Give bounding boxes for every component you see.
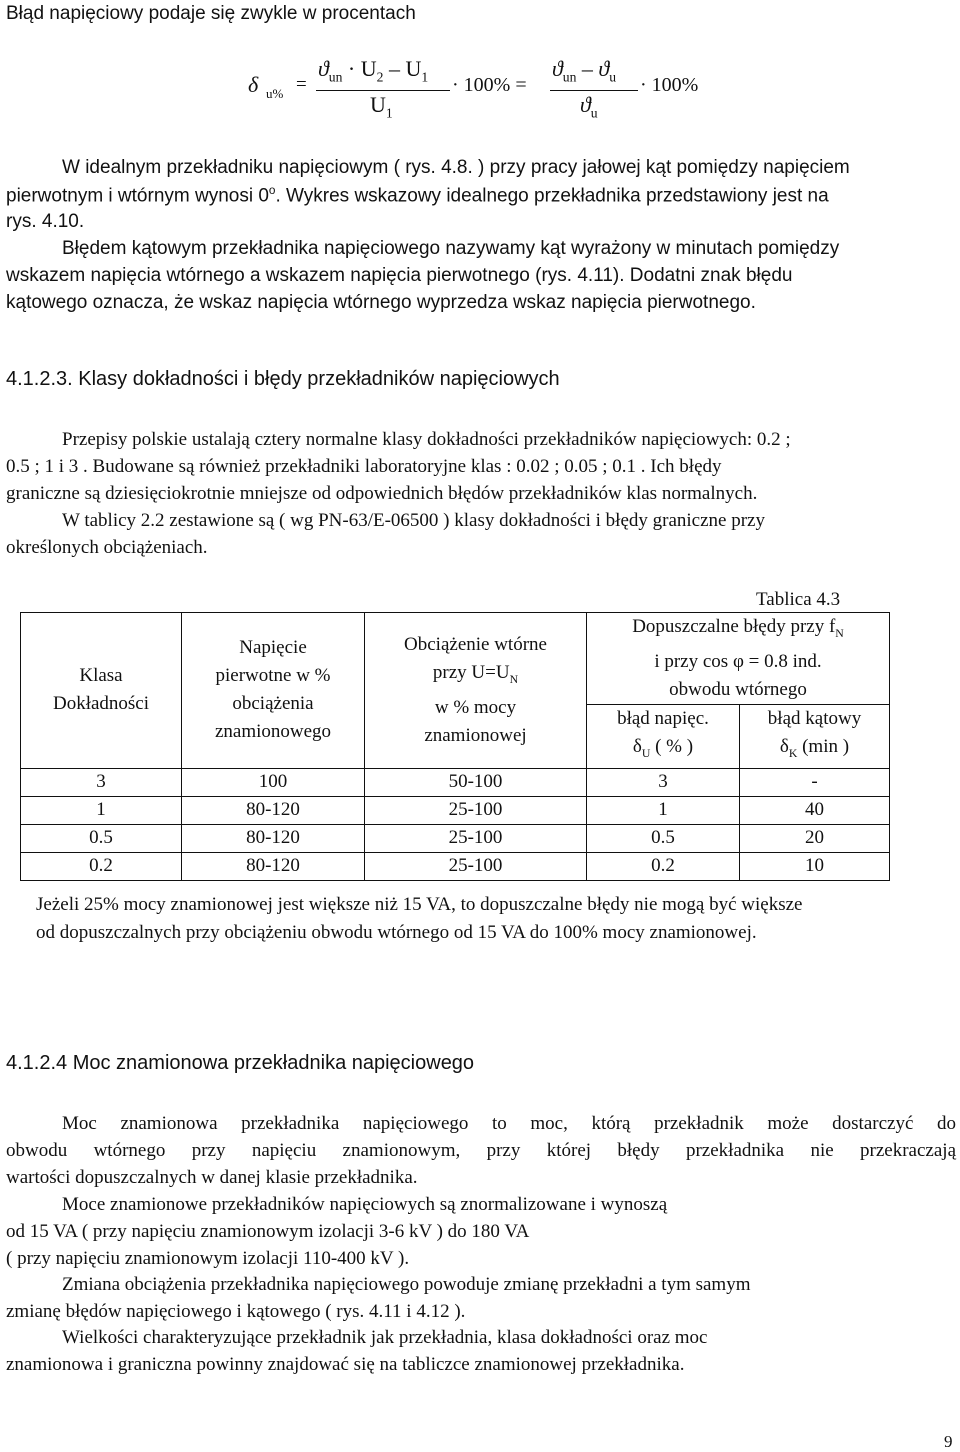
para2-line1: Błędem kątowym przekładnika napięciowego nazywamy kąt wyrażony w minutach pomiędzy: [62, 238, 840, 259]
cell-angle-error: 40: [740, 796, 890, 824]
header-permissible-errors: Dopuszczalne błędy przy $f_N$ i przy cos φ = 0.8 ind. obwodu wtórnego: [587, 613, 890, 705]
formula-f1-den: $U_1$: [370, 92, 393, 121]
para6-line1: Zmiana obciążenia przekładnika napięciowego powoduje zmianę przekładni a tym samym: [62, 1274, 751, 1295]
header-class: Klasa Dokładności: [21, 613, 182, 769]
formula-f2-bar: [550, 90, 638, 91]
cell-class: 3: [21, 768, 182, 796]
header-primary-voltage: Napięcie pierwotne w % obciążenia znamionowego: [182, 613, 365, 769]
section-heading-rated-power: 4.1.2.4 Moc znamionowa przekładnika napięciowego: [6, 1052, 475, 1074]
formula-lhs-sub: u%: [266, 86, 284, 101]
para3-line1: Przepisy polskie ustalają cztery normalne klasy dokładności przekładników napięciowych: 0.2 ;: [62, 429, 791, 450]
formula-f2-num: $ϑ_{un} - ϑ_u$: [552, 56, 617, 85]
note-line2: od dopuszczalnych przy obciążeniu obwodu wtórnego od 15 VA do 100% mocy znamionowej.: [36, 922, 757, 943]
cell-voltage-error: 0.2: [587, 852, 740, 880]
table-header-row: [21, 613, 890, 705]
table-row: [21, 852, 890, 880]
para1-line1: W idealnym przekładniku napięciowym ( rys. 4.8. ) przy pracy jałowej kąt pomiędzy napięciem: [62, 157, 850, 178]
cell-voltage-error: 0.5: [587, 824, 740, 852]
para3-line5: określonych obciążeniach.: [6, 537, 208, 558]
cell-primary-voltage: 80-120: [182, 796, 365, 824]
table-row: [21, 796, 890, 824]
cell-primary-voltage: 80-120: [182, 852, 365, 880]
para7-line1: Wielkości charakteryzujące przekładnik jak przekładnia, klasa dokładności oraz moc: [62, 1327, 708, 1348]
cell-secondary-load: 25-100: [365, 796, 587, 824]
para4-line1: Moc znamionowa przekładnika napięciowego to moc, którą przekładnik może dostarczyć do: [62, 1113, 956, 1134]
cell-secondary-load: 25-100: [365, 852, 587, 880]
formula-f1-num: $ϑ_{un} \cdot U_2 - U_1$: [318, 56, 429, 85]
table-caption: Tablica 4.3: [756, 589, 841, 610]
table-row: [21, 824, 890, 852]
intro-text: Błąd napięciowy podaje się zwykle w procentach: [6, 3, 416, 24]
para5-line2: od 15 VA ( przy napięciu znamionowym izolacji 3-6 kV ) do 180 VA: [6, 1221, 530, 1242]
formula-times-100-b: · 100%: [640, 74, 699, 96]
cell-class: 1: [21, 796, 182, 824]
header-voltage-error: błąd napięc. $\delta_U$ ( % ): [587, 704, 740, 768]
cell-angle-error: 10: [740, 852, 890, 880]
para3-line2: 0.5 ; 1 i 3 . Budowane są również przekładniki laboratoryjne klas : 0.02 ; 0.05 ; 0.1 . Ich błędy: [6, 456, 722, 477]
para7-line2: znamionowa i graniczna powinny znajdować się na tabliczce znamionowej przekładnika.: [6, 1354, 685, 1375]
para2-line3: kątowego oznacza, że wskaz napięcia wtórnego wyprzedza wskaz napięcia pierwotnego.: [6, 292, 756, 313]
para3-line3: graniczne są dziesięciokrotnie mniejsze od odpowiednich błędów przekładników klas normalnych.: [6, 483, 758, 504]
para3-line4: W tablicy 2.2 zestawione są ( wg PN-63/E-06500 ) klasy dokładności i błędy graniczne przy: [62, 510, 765, 531]
para4-line3: wartości dopuszczalnych w danej klasie przekładnika.: [6, 1167, 418, 1188]
cell-secondary-load: 25-100: [365, 824, 587, 852]
cell-angle-error: 20: [740, 824, 890, 852]
cell-class: 0.5: [21, 824, 182, 852]
header-angle-error: błąd kątowy $\delta_K$ (min ): [740, 704, 890, 768]
para1-line2: pierwotnym i wtórnym wynosi 0$^o$. Wykres wskazowy idealnego przekładnika przedstawiony jest na: [6, 184, 829, 207]
table-row: [21, 768, 890, 796]
note-line1: Jeżeli 25% mocy znamionowej jest większe niż 15 VA, to dopuszczalne błędy nie mogą być większe: [36, 894, 803, 915]
cell-angle-error: -: [740, 768, 890, 796]
formula-times-100-a: · 100% =: [452, 74, 527, 96]
formula-equals: =: [296, 74, 307, 95]
section-heading-accuracy-classes: 4.1.2.3. Klasy dokładności i błędy przekładników napięciowych: [6, 368, 560, 390]
formula-f2-den: $ϑ_u$: [580, 92, 598, 121]
para1-line3: rys. 4.10.: [6, 211, 85, 232]
cell-primary-voltage: 100: [182, 768, 365, 796]
cell-secondary-load: 50-100: [365, 768, 587, 796]
cell-primary-voltage: 80-120: [182, 824, 365, 852]
formula-lhs: δ: [248, 72, 259, 97]
para6-line2: zmianę błędów napięciowego i kątowego ( rys. 4.11 i 4.12 ).: [6, 1301, 466, 1322]
header-secondary-load: Obciążenie wtórne przy $U=U_N$ w % mocy znamionowej: [365, 613, 587, 769]
cell-voltage-error: 1: [587, 796, 740, 824]
cell-voltage-error: 3: [587, 768, 740, 796]
accuracy-class-table: [20, 612, 890, 881]
para5-line3: ( przy napięciu znamionowym izolacji 110-400 kV ).: [6, 1248, 410, 1269]
para4-line2: obwodu wtórnego przy napięciu znamionowym, przy której błędy przekładnika nie przekraczają: [6, 1140, 956, 1161]
page-number: 9: [944, 1432, 953, 1451]
formula-f1-bar: [316, 90, 450, 91]
para5-line1: Moce znamionowe przekładników napięciowych są znormalizowane i wynoszą: [62, 1194, 668, 1215]
cell-class: 0.2: [21, 852, 182, 880]
para2-line2: wskazem napięcia wtórnego a wskazem napięcia pierwotnego (rys. 4.11). Dodatni znak błędu: [6, 265, 793, 286]
